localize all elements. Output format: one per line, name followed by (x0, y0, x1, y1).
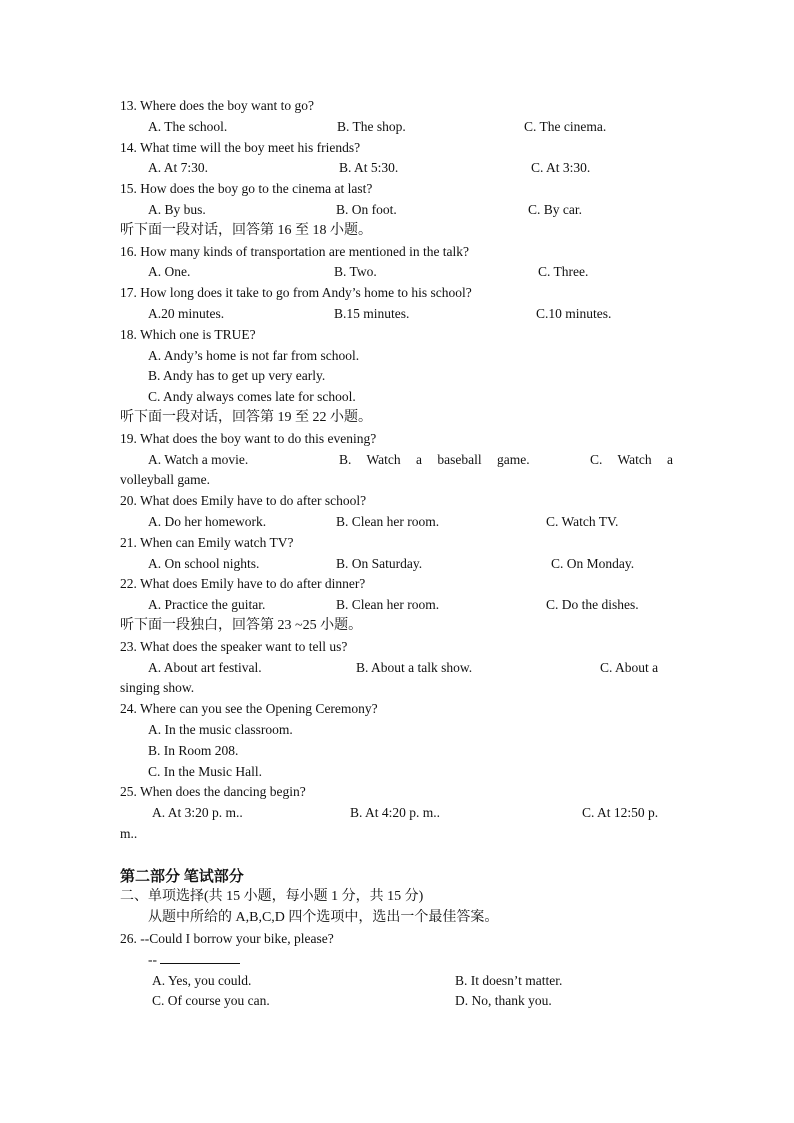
question-14 (120, 138, 680, 159)
option-c: C. Do the dishes. (546, 597, 639, 613)
question-stem: 26. --Could I borrow your bike, please? (120, 931, 334, 947)
question-13 (120, 96, 680, 117)
question-17 (120, 283, 680, 304)
option-c-continued: singing show. (120, 680, 195, 696)
option-c: C. Three. (538, 264, 589, 280)
listening-instruction-16-18: 听下面一段对话，回答第 16 至 18 小题。 (120, 222, 372, 238)
option-b: B. The shop. (337, 118, 406, 134)
option-d: D. No, thank you. (455, 993, 552, 1009)
option-a: A. At 3:20 p. m.. (152, 805, 243, 821)
question-stem: 25. When does the dancing begin? (120, 784, 306, 800)
option-b: B. Clean her room. (336, 513, 440, 529)
option-c-continued: m.. (120, 825, 138, 841)
option-b: B. At 5:30. (339, 160, 399, 176)
option-a: A. Andy’s home is not far from school. (148, 347, 360, 363)
question-16 (120, 242, 680, 263)
question-26-options-row1 (120, 971, 680, 992)
question-stem: 13. Where does the boy want to go? (120, 98, 314, 113)
question-21-options (120, 554, 680, 575)
option-c: C. Watch a (590, 451, 674, 467)
option-a: A. One. (148, 264, 191, 280)
question-stem: 19. What does the boy want to do this evening? (120, 430, 377, 446)
option-c: C. By car. (528, 201, 582, 217)
question-18 (120, 325, 680, 346)
reply-prefix: -- (148, 951, 161, 967)
part-two-title: 第二部分 笔试部分 (120, 868, 244, 885)
question-16-options (120, 262, 680, 283)
option-c: C. In the Music Hall. (148, 763, 262, 779)
option-b: B. About a talk show. (356, 659, 473, 675)
option-b: B. On Saturday. (336, 555, 423, 571)
option-a: A. By bus. (148, 201, 206, 217)
option-a: A. Do her homework. (148, 513, 267, 529)
question-stem: 24. Where can you see the Opening Ceremony? (120, 701, 378, 717)
question-15 (120, 179, 680, 200)
option-c: C. At 3:30. (531, 160, 591, 176)
question-15-options (120, 200, 680, 221)
listening-instruction-19-22: 听下面一段对话，回答第 19 至 22 小题。 (120, 409, 372, 425)
option-b: B. On foot. (336, 201, 397, 217)
listening-instruction-23-25: 听下面一段独白，回答第 23 ~25 小题。 (120, 617, 363, 633)
option-a: A. In the music classroom. (148, 721, 293, 737)
option-b: B. Watch a baseball game. (339, 451, 530, 467)
question-25 (120, 782, 680, 803)
option-a: A.20 minutes. (148, 305, 225, 321)
option-b: B. In Room 208. (148, 742, 239, 758)
question-stem: 21. When can Emily watch TV? (120, 534, 294, 550)
question-25-options (120, 803, 680, 824)
question-20-options (120, 512, 680, 533)
option-c: C. Watch TV. (546, 513, 619, 529)
answer-line (120, 950, 680, 971)
option-c: C. Andy always comes late for school. (148, 389, 356, 405)
option-a: A. On school nights. (148, 555, 260, 571)
section-instruction: 从题中所给的 A,B,C,D 四个选项中，选出一个最佳答案。 (148, 910, 499, 926)
option-b: B. At 4:20 p. m.. (350, 805, 441, 821)
option-a: A. The school. (148, 118, 228, 134)
section-two-heading: 二、单项选择(共 15 小题，每小题 1 分，共 15 分) (120, 889, 424, 905)
question-stem: 23. What does the speaker want to tell us? (120, 638, 348, 654)
question-22-options (120, 595, 680, 616)
option-b: B. It doesn’t matter. (455, 972, 563, 988)
question-stem: 16. How many kinds of transportation are mentioned in the talk? (120, 243, 470, 259)
question-17-options (120, 304, 680, 325)
option-c: C. About a (600, 659, 659, 675)
question-14-options (120, 158, 680, 179)
question-19 (120, 429, 680, 450)
option-c: C. Of course you can. (152, 993, 270, 1009)
question-stem: 17. How long does it take to go from Andy’s home to his school? (120, 285, 472, 301)
option-c: C.10 minutes. (536, 305, 612, 321)
option-c: C. The cinema. (524, 118, 607, 134)
option-a: A. Watch a movie. (148, 451, 249, 467)
question-26-options-row2 (120, 991, 680, 1012)
option-b: B. Clean her room. (336, 597, 440, 613)
option-c: C. At 12:50 p. (582, 805, 659, 821)
question-stem: 14. What time will the boy meet his friends? (120, 139, 361, 155)
answer-blank[interactable] (160, 951, 240, 964)
question-24 (120, 699, 680, 720)
option-c: C. On Monday. (551, 555, 635, 571)
option-b: B.15 minutes. (334, 305, 410, 321)
question-stem: 15. How does the boy go to the cinema at last? (120, 181, 373, 197)
option-a: A. At 7:30. (148, 160, 209, 176)
question-26 (120, 929, 680, 950)
option-b: B. Andy has to get up very early. (148, 368, 326, 384)
question-22 (120, 574, 680, 595)
question-20 (120, 491, 680, 512)
question-stem: 18. Which one is TRUE? (120, 326, 256, 342)
question-23 (120, 637, 680, 658)
option-a: A. Practice the guitar. (148, 597, 266, 613)
question-19-options (120, 450, 680, 471)
question-13-options (120, 117, 680, 138)
option-a: A. About art festival. (148, 659, 262, 675)
question-21 (120, 533, 680, 554)
question-stem: 20. What does Emily have to do after school? (120, 493, 367, 509)
option-b: B. Two. (334, 264, 377, 280)
option-a: A. Yes, you could. (152, 972, 252, 988)
option-c-continued: volleyball game. (120, 472, 210, 488)
exam-page (120, 96, 680, 1012)
question-23-options (120, 658, 680, 679)
question-stem: 22. What does Emily have to do after dinner? (120, 576, 366, 592)
